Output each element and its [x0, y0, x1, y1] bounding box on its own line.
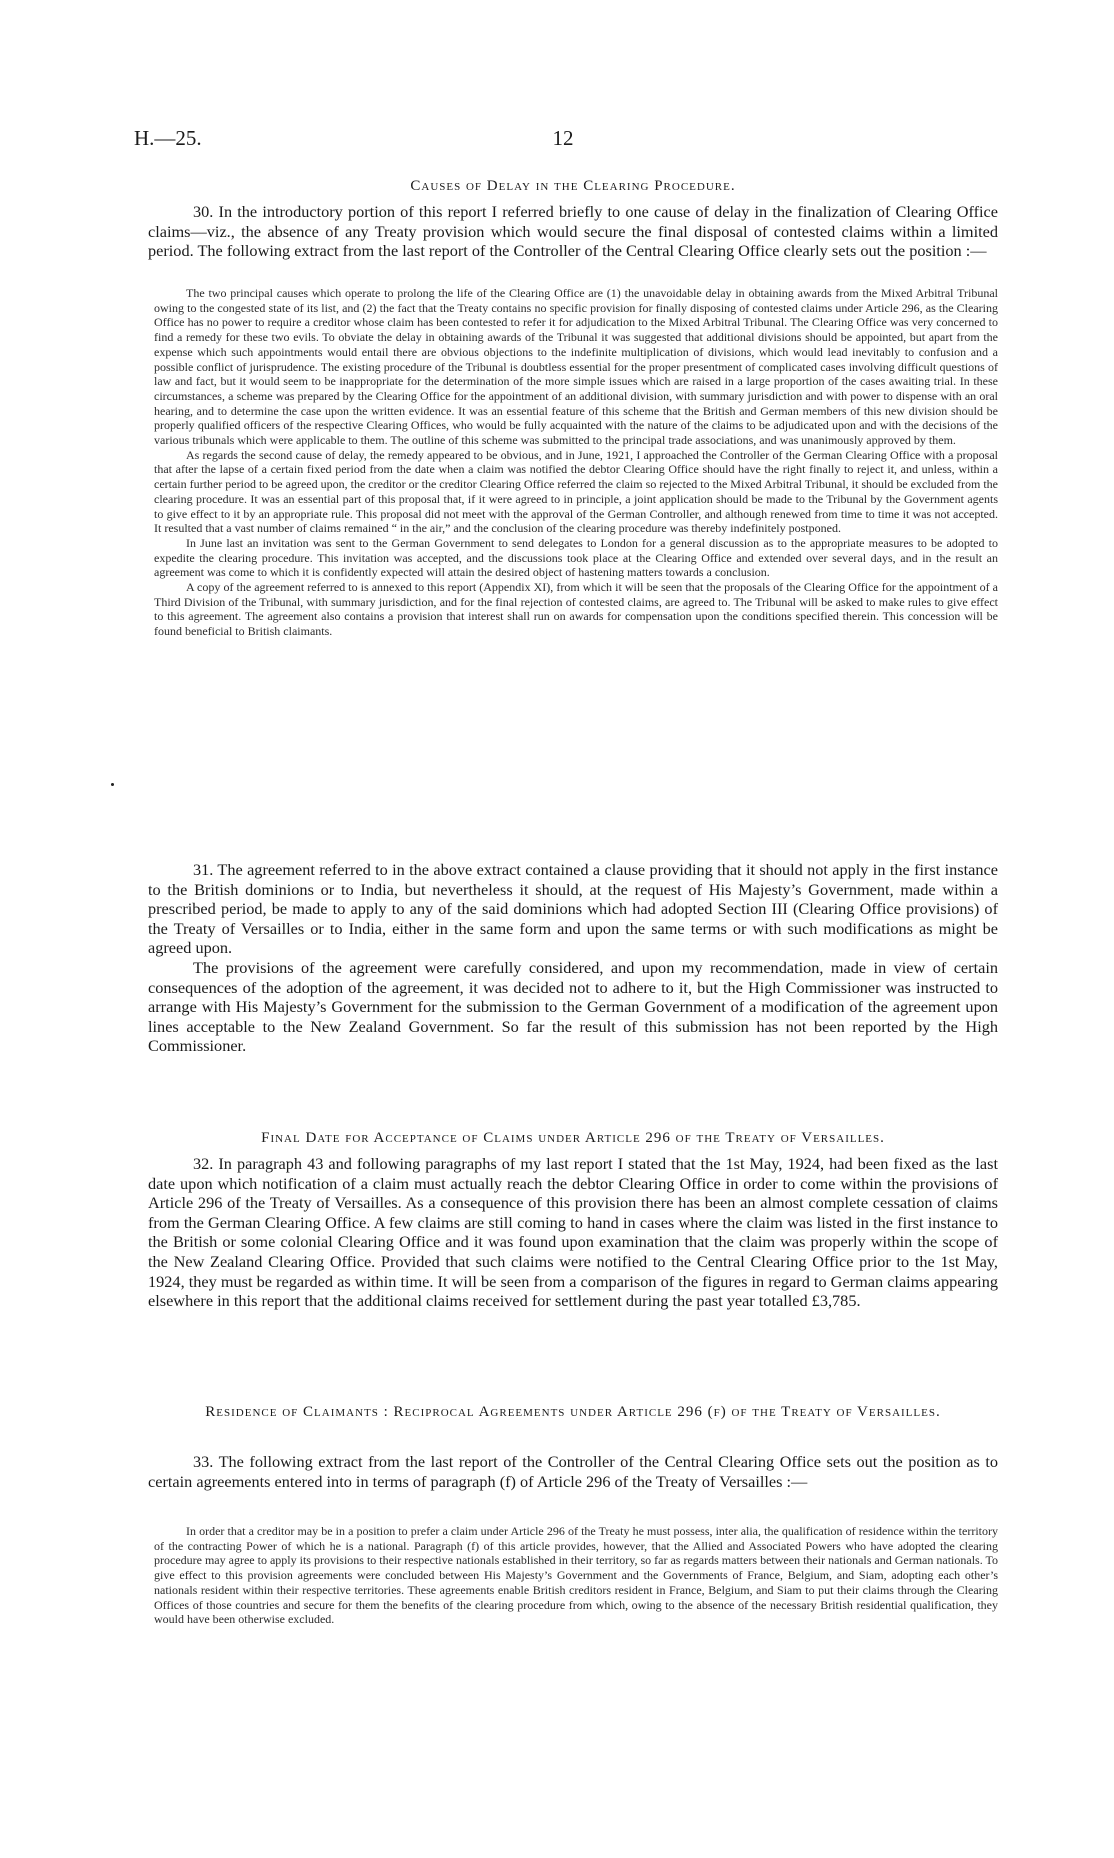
paragraph-33 [148, 1452, 998, 1491]
body-paragraph: 33. The following extract from the last report of the Controller of the Central Clearing Office sets out the position as to certain agreements entered into in terms of paragraph (f) of Article 296 of the Treaty of Versailles :— [148, 1452, 998, 1491]
extract-quote-2 [148, 1524, 998, 1627]
section-heading: Causes of Delay in the Clearing Procedure. [410, 178, 736, 194]
extract-quote-1 [148, 286, 998, 639]
document-reference: H.—25. [134, 126, 202, 150]
page-number: 12 [552, 126, 574, 150]
page-header [134, 126, 992, 156]
margin-dot [111, 783, 114, 786]
body-paragraph: 30. In the introductory portion of this report I referred briefly to one cause of delay in the finalization of Clearing Office claims—viz., the absence of any Treaty provision which would secure the final disposal of contested claims within a limited period. The following extract from the last report of the Controller of the Central Clearing Office clearly sets out the position :— [148, 202, 998, 261]
section-final-date [148, 1130, 998, 1147]
quoted-paragraph: As regards the second cause of delay, the remedy appeared to be obvious, and in June, 1921, I approached the Controller of the German Clearing Office with a proposal that after the lapse of a certain fixed period from the date when a claim was notified the debtor Clearing Office should have the right finally to reject it, and unless, within a certain further period to be agreed upon, the creditor or the creditor Clearing Office referred the claim so rejected to the Mixed Arbitral Tribunal, it should be excluded from the clearing procedure. It was an essential part of this proposal that, if it were agreed to in principle, a joint application should be made to the Tribunal by the Government agents to give effect to it by an appropriate rule. This proposal did not meet with the approval of the German Controller, and although renewed from time to time it was not accepted. It resulted that a vast number of claims remained “ in the air,” and the conclusion of the clearing procedure was thereby indefinitely postponed. [154, 447, 998, 536]
paragraph-30 [148, 202, 998, 261]
body-paragraph: 32. In paragraph 43 and following paragraphs of my last report I stated that the 1st May, 1924, had been fixed as the last date upon which notification of a claim must actually reach the debtor Clearing Office in order to come within the provisions of Article 296 of the Treaty of Versailles. As a consequence of this provision there has been an almost complete cessation of claims from the German Clearing Office. A few claims are still coming to hand in cases where the claim was listed in the first instance to the British or some colonial Clearing Office and it was found upon examination that the claim was properly within the scope of the New Zealand Clearing Office. Provided that such claims were notified to the Central Clearing Office prior to the 1st May, 1924, they must be regarded as within time. It will be seen from a comparison of the figures in regard to German claims appearing elsewhere in this report that the additional claims received for settlement during the past year totalled £3,785. [148, 1154, 998, 1311]
quoted-paragraph: The two principal causes which operate to prolong the life of the Clearing Office are (1) the unavoidable delay in obtaining awards from the Mixed Arbitral Tribunal owing to the congested state of its list, and (2) the fact that the Treaty contains no specific provision for finally disposing of contested claims under Article 296, as the Clearing Office has no power to require a creditor whose claim has been contested to refer it for adjudication to the Mixed Arbitral Tribunal. The Clearing Office was very concerned to find a remedy for these two evils. To obviate the delay in obtaining awards of the Tribunal it was suggested that additional divisions should be appointed, but apart from the expense which such appointments would entail there are obvious objections to the indefinite multiplication of divisions, which would lead inevitably to confusion and a possible conflict of jurisprudence. The existing procedure of the Tribunal is doubtless essential for the proper presentment of complicated cases involving difficult questions of law and fact, but it would seem to be inappropriate for the determination of the more simple issues which are raised in a large proportion of the cases awaiting trial. In these circumstances, a scheme was prepared by the Clearing Office for the appointment of an additional division, with summary jurisdiction and with power to dispense with an oral hearing, and to determine the case upon the written evidence. It was an essential feature of this scheme that the British and German members of this new division should be properly qualified officers of the respective Clearing Offices, who would be fully acquainted with the nature of the claims to be adjudicated upon and with the decisions of the various tribunals which were applicable to them. The outline of this scheme was submitted to the principal trade associations, and was unanimously approved by them. [154, 286, 998, 448]
paragraph-32 [148, 1154, 998, 1311]
section-heading: Residence of Claimants : Reciprocal Agreements under Article 296 (f) of the Treaty of Versailles. [205, 1404, 941, 1420]
body-paragraph: The provisions of the agreement were carefully considered, and upon my recommendation, made in view of certain consequences of the adoption of the agreement, it was decided not to adhere to it, but the High Commissioner was instructed to arrange with His Majesty’s Government for the submission to the German Government of a modification of the agreement upon lines acceptable to the New Zealand Government. So far the result of this submission has not been reported by the High Commissioner. [148, 957, 998, 1056]
quoted-paragraph: A copy of the agreement referred to is annexed to this report (Appendix XI), from which it will be seen that the proposals of the Clearing Office for the appointment of a Third Division of the Tribunal, with summary jurisdiction, and for the final rejection of contested claims, are agreed to. The Tribunal will be asked to make rules to give effect to this agreement. The agreement also contains a provision that interest shall run on awards for compensation upon the conditions specified therein. This concession will be found beneficial to British claimants. [154, 580, 998, 639]
section-heading: Final Date for Acceptance of Claims under Article 296 of the Treaty of Versailles. [261, 1130, 885, 1146]
quoted-paragraph: In June last an invitation was sent to the German Government to send delegates to London for a general discussion as to the appropriate measures to be adopted to expedite the clearing procedure. This invitation was accepted, and the discussions took place at the Clearing Office and extended over several days, and in the result an agreement was come to which it is confidently expected will attain the desired object of hastening matters towards a conclusion. [154, 535, 998, 580]
paragraph-31 [148, 860, 998, 1056]
section-residence-of-claimants [148, 1404, 998, 1421]
section-causes-of-delay [148, 178, 998, 195]
quoted-paragraph: In order that a creditor may be in a position to prefer a claim under Article 296 of the Treaty he must possess, inter alia, the qualification of residence within the territory of the contracting Power of which he is a national. Paragraph (f) of this article provides, however, that the Allied and Associated Powers who have adopted the clearing procedure may agree to apply its provisions to their respective nationals established in their territory, so far as regards matters between their nationals and German nationals. To give effect to this provision agreements were concluded between His Majesty’s Government and the Governments of France, Belgium, and Siam, adopting each other’s nationals resident within their respective territories. These agreements enable British creditors resident in France, Belgium, and Siam to put their claims through the Clearing Offices of those countries and secure for them the benefits of the clearing procedure from which, owing to the absence of the necessary British residential qualification, they would have been otherwise excluded. [154, 1524, 998, 1627]
body-paragraph: 31. The agreement referred to in the above extract contained a clause providing that it should not apply in the first instance to the British dominions or to India, but nevertheless it should, at the request of His Majesty’s Government, made within a prescribed period, be made to apply to any of the said dominions which had adopted Section III (Clearing Office provisions) of the Treaty of Versailles or to India, either in the same form and upon the same terms or with such modifications as might be agreed upon. [148, 860, 998, 958]
